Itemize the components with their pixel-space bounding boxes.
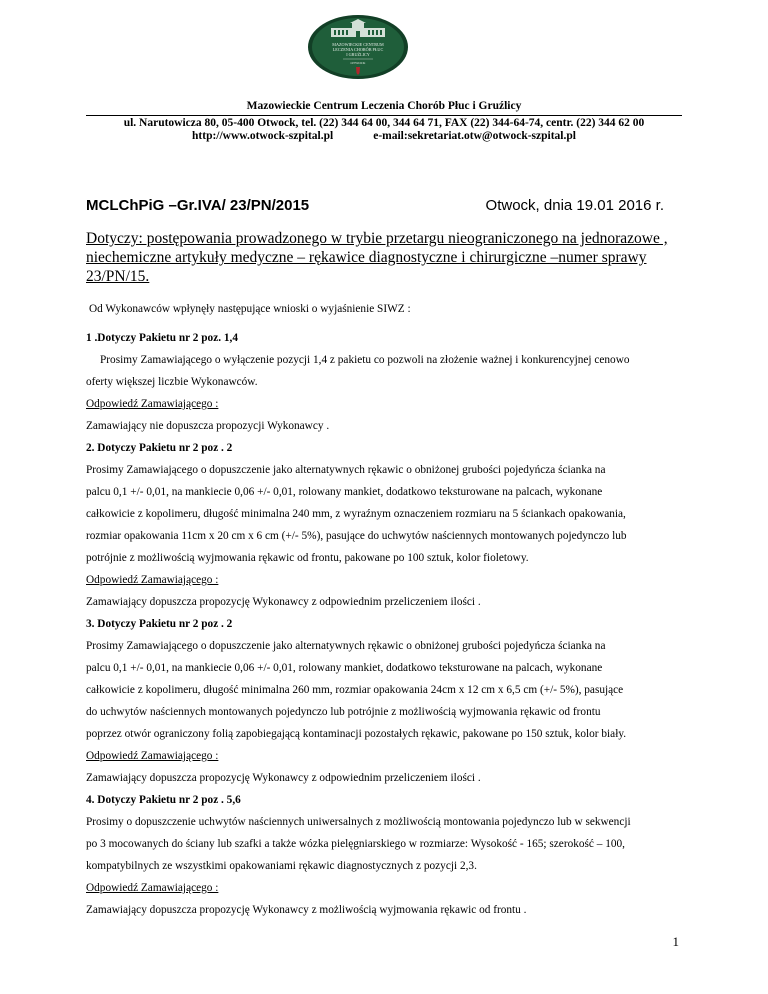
question-heading: 3. Dotyczy Pakietu nr 2 poz . 2 [86,618,233,630]
answer-label: Odpowiedź Zamawiającego : [86,574,219,586]
answer-text: Zamawiający nie dopuszcza propozycji Wykonawcy . [86,420,330,432]
email-link[interactable]: e-mail:sekretariat.otw@otwock-szpital.pl [373,130,576,142]
question-text: do uchwytów naściennych montowanych pojedynczo lub potrójnie z możliwością wyjmowania rękawic od frontu [86,706,601,718]
question-heading: 4. Dotyczy Pakietu nr 2 poz . 5,6 [86,794,241,806]
question-heading: 2. Dotyczy Pakietu nr 2 poz . 2 [86,442,233,454]
page-number: 1 [672,934,679,949]
logo-line-4: OTWOCK [350,61,366,65]
question-text: poprzez otwór ograniczony folią zapobiegającą kontaminacji pozostałych rękawic, pakowane po 150 sztuk, kolor biały. [86,728,627,740]
contact-line [0,130,768,142]
header-divider [86,115,682,116]
question-text: Prosimy o dopuszczenie uchwytów naściennych uniwersalnych z możliwością montowania pojedynczo lub w sekwencji [86,816,631,828]
question-text: całkowicie z kopolimeru, długość minimalna 240 mm, z wyraźnym oznaczeniem rozmiaru na 5 ściankach opakowania, [86,508,626,520]
question-text: całkowicie z kopolimeru, długość minimalna 260 mm, rozmiar opakowania 24cm x 12 cm x 6,5 cm (+/- 5%), pasujące [86,684,624,696]
logo-line-3: I GRUŹLICY [346,52,370,57]
subject-line-1: Dotyczy: postępowania prowadzonego w trybie przetargu nieograniczonego na jednorazowe , [86,230,668,247]
website-link[interactable]: http://www.otwock-szpital.pl [192,130,334,142]
question-text: Prosimy Zamawiającego o wyłączenie pozycji 1,4 z pakietu co pozwoli na złożenie ważnej i konkurencyjnej cenowo [100,354,630,366]
question-text: po 3 mocowanych do ściany lub szafki a także wózka pielęgniarskiego w rozmiarze: Wysokość - 165; szerokość – 100, [86,838,626,850]
answer-text: Zamawiający dopuszcza propozycję Wykonawcy z odpowiednim przeliczeniem ilości . [86,596,481,608]
question-text: palcu 0,1 +/- 0,01, na mankiecie 0,06 +/- 0,01, rolowany mankiet, dodatkowo teksturowane na palcach, wykonane [86,486,603,498]
document-date: Otwock, dnia 19.01 2016 r. [485,197,664,214]
answer-text: Zamawiający dopuszcza propozycję Wykonawcy z możliwością wyjmowania rękawic od frontu . [86,904,527,916]
case-reference: MCLChPiG –Gr.IVA/ 23/PN/2015 [86,197,310,214]
question-text: rozmiar opakowania 11cm x 20 cm x 6 cm (+/- 5%), pasujące do uchwytów naściennych montowanych pojedynczo lub [86,530,627,542]
subject-line-2: niechemiczne artykuły medyczne – rękawice diagnostyczne i chirurgiczne –numer sprawy 23/PN/15. [86,249,647,285]
institution-logo [307,14,409,80]
logo-line-2: LECZENIA CHORÓB PŁUC [332,47,384,52]
answer-label: Odpowiedź Zamawiającego : [86,750,219,762]
question-text: kompatybilnych ze wszystkimi opakowaniami rękawic diagnostycznych z pozycji 2,3. [86,860,477,872]
answer-label: Odpowiedź Zamawiającego : [86,398,219,410]
logo-line-1: MAZOWIECKIE CENTRUM [332,42,384,47]
question-text: Prosimy Zamawiającego o dopuszczenie jako alternatywnych rękawic o obniżonej grubości pojedyńcza ścianka na [86,640,606,652]
answer-text: Zamawiający dopuszcza propozycję Wykonawcy z odpowiednim przeliczeniem ilości . [86,772,481,784]
question-text: potrójnie z możliwością wyjmowania rękawic od frontu, pakowane po 100 sztuk, kolor fioletowy. [86,552,529,564]
question-text: palcu 0,1 +/- 0,01, na mankiecie 0,06 +/- 0,01, rolowany mankiet, dodatkowo teksturowane na palcach, wykonane [86,662,603,674]
subject [86,229,686,286]
question-text: oferty większej liczbie Wykonawców. [86,376,258,388]
institution-name: Mazowieckie Centrum Leczenia Chorób Płuc i Gruźlicy [246,100,522,112]
question-text: Prosimy Zamawiającego o dopuszczenie jako alternatywnych rękawic o obniżonej grubości pojedyńcza ścianka na [86,464,606,476]
question-heading: 1 .Dotyczy Pakietu nr 2 poz. 1,4 [86,332,238,344]
answer-label: Odpowiedź Zamawiającego : [86,882,219,894]
institution-address: ul. Narutowicza 80, 05-400 Otwock, tel. (22) 344 64 00, 344 64 71, FAX (22) 344-64-74, centr. (22) 344 62 00 [123,117,645,129]
intro-text: Od Wykonawców wpłynęły następujące wnioski o wyjaśnienie SIWZ : [89,303,411,315]
